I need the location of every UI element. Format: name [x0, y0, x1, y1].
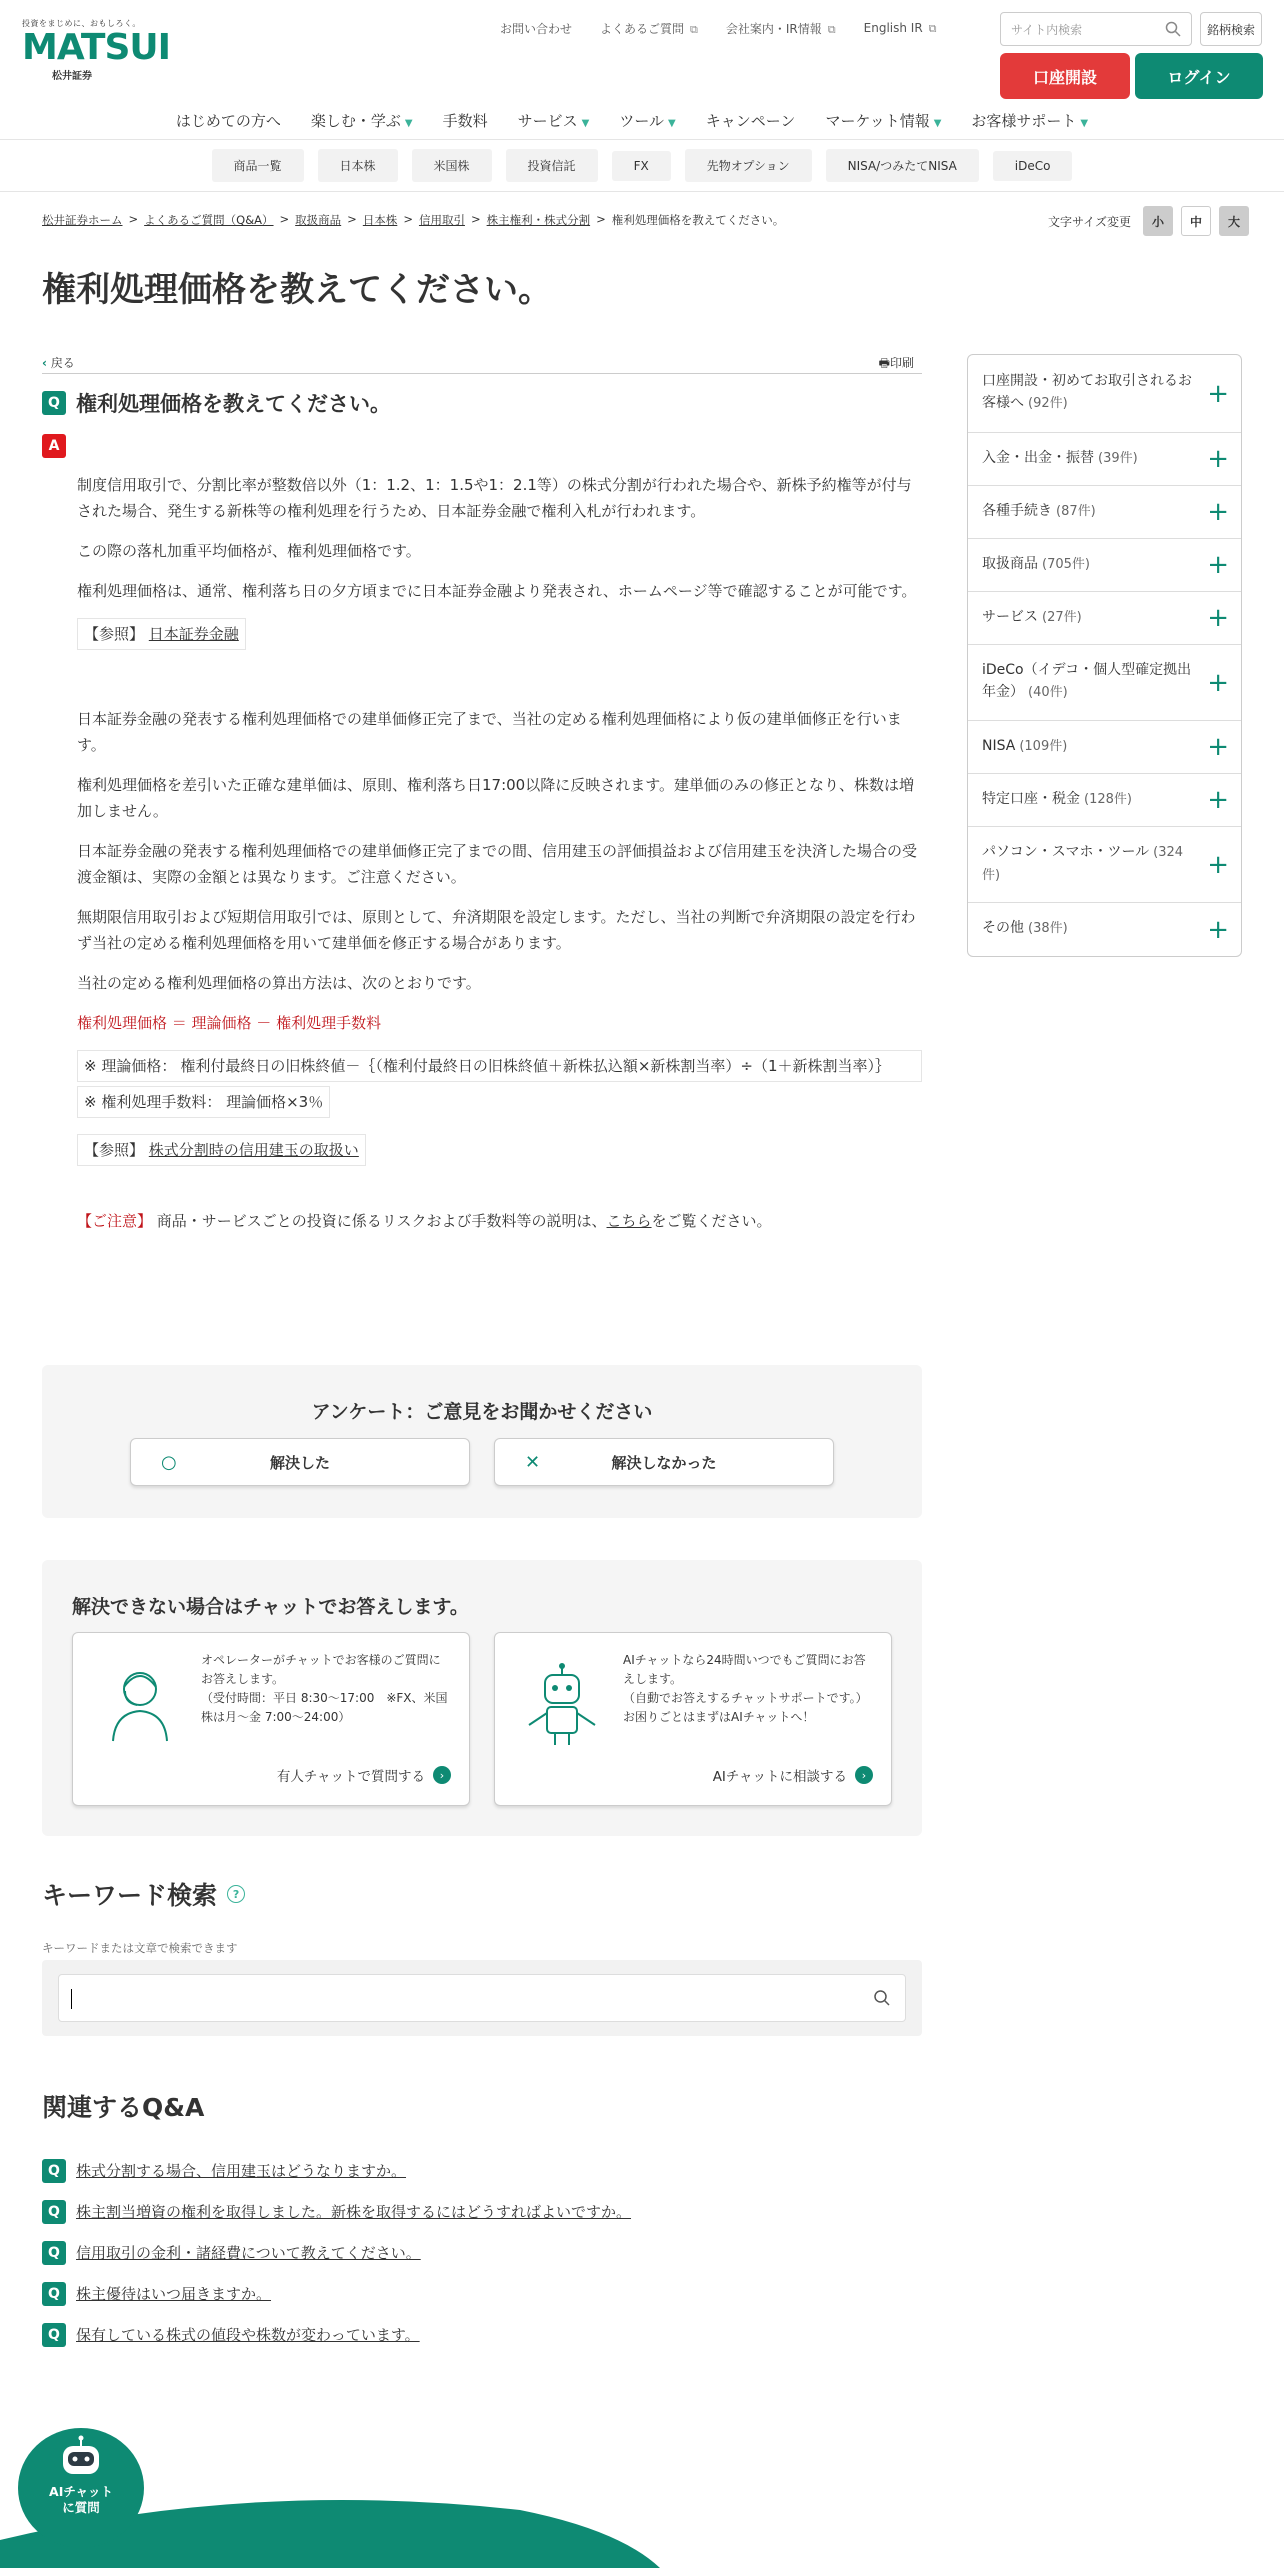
print-label: 印刷 [889, 356, 914, 370]
stock-search-button[interactable]: 銘柄検索 [1200, 12, 1262, 46]
chat-title: 解決できない場合はチャットでお答えします。 [72, 1596, 469, 1618]
related-qa-link[interactable]: 信用取引の金利・諸経費について教えてください。 [76, 2244, 421, 2262]
gnav-services[interactable] [518, 110, 590, 131]
sidebar-item-label: 各種手続き [982, 502, 1052, 519]
gnav-label: 手数料 [442, 111, 488, 130]
plus-icon[interactable]: + [1207, 914, 1229, 945]
plus-icon[interactable]: + [1207, 732, 1229, 762]
qa-article [42, 350, 922, 1234]
reference-link-split[interactable]: 株式分割時の信用建玉の取扱い [148, 1141, 359, 1159]
note-label: ※ 理論価格： [84, 1057, 177, 1075]
survey-solved-label: 解決した [269, 1453, 330, 1472]
gnav-market[interactable] [825, 110, 941, 131]
utility-contact[interactable]: お問い合わせ [500, 21, 573, 36]
open-account-button[interactable]: 口座開設 [1000, 53, 1130, 99]
keyword-search-heading [42, 1876, 245, 1912]
article-toolbar [42, 350, 922, 374]
chevron-left-icon: ‹ [42, 356, 47, 370]
question-badge: Q [42, 2323, 66, 2347]
ai-bubble-label [18, 2484, 144, 2516]
utility-nav [500, 14, 937, 42]
plus-icon[interactable]: + [1207, 849, 1229, 880]
global-nav [0, 104, 1284, 136]
spacer [77, 664, 922, 706]
breadcrumb-separator: > [347, 212, 357, 226]
keyword-search-input[interactable] [58, 1974, 906, 2022]
utility-company-ir[interactable]: 会社案内・IR情報 ⧉ [726, 20, 836, 37]
ai-chat-desc: AIチャットなら24時間いつでもご質問にお答えします。 [623, 1653, 866, 1686]
question-badge: Q [42, 2282, 66, 2306]
answer-paragraph: 制度信用取引で、分割比率が整数倍以外（1：1.2、1：1.5や1：2.1等）の株式分割が行われた場合や、新株予約権等が付与された場合、発生する新株等の権利処理を行うため、日本証券金融で権利入札が行われます。 [77, 476, 912, 520]
ai-chat-note: （自動でお答えするチャットサポートです。） [623, 1691, 868, 1705]
sidebar-item-label: 特定口座・税金 [982, 790, 1080, 807]
reference-box [77, 618, 246, 650]
caret-down-icon: ▼ [404, 117, 413, 129]
reference-prefix: 【参照】 [84, 1141, 145, 1159]
sidebar-item-account-opening[interactable] [968, 355, 1241, 433]
operator-chat-hours: （受付時間：平日 8:30～17:00 ※FX、米国株は月～金 7:00～24:00） [201, 1691, 448, 1724]
gnav-label: ツール [619, 111, 665, 130]
arrow-right-icon: › [855, 1766, 873, 1784]
sidebar-item-count: (38件) [1028, 921, 1068, 936]
sidebar-item-count: (92件) [1028, 396, 1068, 411]
sidebar-item-label: サービス [982, 608, 1038, 625]
survey-panel [42, 1365, 922, 1518]
print-icon: 🖶 [878, 356, 890, 370]
gnav-tools[interactable] [619, 110, 675, 131]
sidebar-item-count: (87件) [1056, 503, 1096, 519]
logo-sub: 松井証券 [52, 71, 92, 82]
arrow-right-icon: › [433, 1766, 451, 1784]
caution-text: をご覧ください。 [651, 1212, 772, 1230]
product-subnav [0, 140, 1284, 192]
related-qa-link[interactable]: 株主割当増資の権利を取得しました。新株を取得するにはどうすればよいですか。 [76, 2203, 632, 2221]
answer-paragraph: 日本証券金融の発表する権利処理価格での建単価修正完了までの間、信用建玉の評価損益および信用建玉を決済した場合の受渡金額は、実際の金額とは異なります。ご注意ください。 [77, 842, 918, 886]
sidebar-item-tools[interactable] [968, 827, 1241, 903]
question-badge: Q [42, 2241, 66, 2265]
utility-faq[interactable]: よくあるご質問 ⧉ [600, 20, 698, 37]
sidebar-item-label: その他 [982, 920, 1024, 936]
plus-icon[interactable]: + [1207, 667, 1229, 698]
caret-down-icon: ▼ [668, 117, 676, 129]
question-heading [42, 388, 922, 418]
logo-brand: MATSUI [22, 27, 171, 68]
gnav-support[interactable] [971, 110, 1088, 131]
caution-note [77, 1208, 922, 1234]
ai-chat-text [623, 1651, 873, 1727]
chat-panel [42, 1560, 922, 1836]
sidebar-item-tax[interactable] [968, 774, 1241, 827]
sidebar-item-label: 入金・出金・振替 [982, 449, 1094, 466]
sidebar-item-services[interactable] [968, 592, 1241, 645]
ai-chat-prompt: お困りごとはまずはAIチャットへ！ [623, 1710, 815, 1724]
breadcrumb-separator: > [470, 212, 481, 226]
answer-paragraph: 日本証券金融の発表する権利処理価格での建単価修正完了まで、当社の定める権利処理価格により仮の建単価修正を行います。 [77, 710, 902, 754]
plus-icon[interactable]: + [1207, 497, 1229, 527]
reference-prefix: 【参照】 [84, 625, 145, 643]
subnav-funds[interactable]: 投資信託 [506, 149, 598, 182]
ai-chat-card[interactable] [494, 1632, 892, 1806]
subnav-us-stocks[interactable]: 米国株 [412, 149, 492, 182]
breadcrumb-separator: > [279, 212, 290, 226]
related-qa-link[interactable]: 株主優待はいつ届きますか。 [76, 2285, 272, 2303]
sidebar-item-label: 口座開設・初めてお取引されるお客様へ [982, 373, 1192, 411]
caret-down-icon: ▼ [933, 117, 942, 129]
sidebar-item-ideco[interactable] [968, 645, 1241, 721]
related-qa-link[interactable]: 保有している株式の値段や株数が変わっています。 [76, 2326, 420, 2344]
site-search-placeholder: サイト内検索 [1011, 22, 1083, 37]
keyword-search-box [42, 1960, 922, 2036]
related-qa-item[interactable] [42, 2232, 631, 2273]
sidebar-item-other[interactable] [968, 903, 1241, 956]
sidebar-item-label: iDeCo（イデコ・個人型確定拠出年金） [982, 662, 1192, 700]
answer-paragraph: 無期限信用取引および短期信用取引では、原則として、弁済期限を設定します。ただし、当社の判断で弁済期限の設定を行わず当社の定める権利処理価格を用いて建単価を修正する場合があります。 [77, 908, 916, 952]
gnav-label: 楽しむ・学ぶ [310, 111, 401, 130]
subnav-products[interactable]: 商品一覧 [212, 149, 304, 182]
caution-text: 商品・サービスごとの投資に係るリスクおよび手数料等の説明は、 [156, 1212, 607, 1230]
robot-icon [56, 2434, 106, 2484]
sidebar-item-count: (27件) [1042, 609, 1082, 625]
answer-paragraph: この際の落札加重平均価格が、権利処理価格です。 [77, 542, 421, 560]
gnav-label: マーケット情報 [825, 111, 930, 130]
sidebar-item-count: (109件) [1019, 738, 1068, 754]
caution-link[interactable]: こちら [606, 1212, 652, 1230]
ai-bubble-line: に質問 [62, 2500, 100, 2515]
plus-icon[interactable]: + [1207, 378, 1229, 409]
operator-icon [95, 1661, 185, 1751]
breadcrumb-item[interactable]: よくあるご質問（Q&A） [144, 213, 274, 227]
related-qa-item[interactable] [42, 2150, 631, 2191]
operator-chat-card[interactable] [72, 1632, 470, 1806]
font-size-label: 文字サイズ変更 [1048, 214, 1132, 229]
login-button[interactable]: ログイン [1135, 53, 1263, 99]
sidebar-item-label: パソコン・スマホ・ツール [982, 843, 1150, 860]
subnav-futures-options[interactable]: 先物オプション [685, 149, 812, 182]
gnav-beginners[interactable] [176, 110, 281, 131]
footer-wave [0, 2480, 1284, 2568]
gnav-label: キャンペーン [705, 111, 796, 130]
spacer [77, 1118, 922, 1134]
operator-chat-link[interactable] [277, 1765, 451, 1785]
help-icon[interactable]: ? [227, 1885, 245, 1903]
site-header [0, 0, 1284, 140]
font-size-medium[interactable]: 中 [1181, 206, 1211, 236]
breadcrumb-separator: > [403, 212, 413, 226]
sidebar-item-count: (324件) [982, 844, 1184, 883]
sidebar-item-count: (705件) [1042, 556, 1090, 572]
survey-solved-button[interactable] [130, 1438, 470, 1486]
survey-unsolved-button[interactable] [494, 1438, 834, 1486]
survey-title: アンケート：ご意見をお聞かせください [311, 1401, 653, 1423]
breadcrumb-separator: > [596, 212, 606, 226]
formula: 権利処理価格 ＝ 理論価格 － 権利処理手数料 [77, 1014, 382, 1032]
related-qa-list [42, 2150, 631, 2355]
logo-tagline: 投資をまじめに、おもしろく。 [22, 19, 141, 28]
question-badge: Q [42, 2200, 66, 2224]
search-icon[interactable] [1165, 21, 1181, 37]
reference-link-jsf[interactable]: 日本証券金融 [148, 625, 239, 643]
answer-paragraph: 権利処理価格を差引いた正確な建単価は、原則、権利落ち日17:00以降に反映されます。建単価のみの修正となり、株数は増加しません。 [77, 776, 915, 820]
gnav-campaign[interactable] [706, 110, 796, 131]
plus-icon[interactable]: + [1207, 550, 1229, 580]
circle-icon: ○ [161, 1452, 177, 1473]
matsui-logo[interactable] [22, 18, 171, 82]
sidebar-item-count: (39件) [1098, 450, 1138, 466]
gnav-label: お客様サポート [971, 111, 1077, 130]
answer-paragraph: 当社の定める権利処理価格の算出方法は、次のとおりです。 [77, 974, 481, 992]
breadcrumb-item[interactable]: 日本株 [362, 213, 398, 227]
subnav-nisa[interactable]: NISA/つみたてNISA [826, 149, 979, 182]
reference-box [77, 1134, 366, 1166]
operator-chat-cta-label: 有人チャットで質問する [276, 1769, 425, 1785]
sidebar-item-label: NISA [982, 737, 1016, 754]
breadcrumb-current: 権利処理価格を教えてください。 [611, 213, 785, 227]
sidebar-item-products[interactable] [968, 539, 1241, 592]
back-link[interactable] [42, 354, 75, 371]
survey-unsolved-label: 解決しなかった [611, 1453, 717, 1472]
keyword-search-title: キーワード検索 [42, 1881, 218, 1910]
sidebar-item-count: (128件) [1084, 791, 1132, 807]
subnav-ideco[interactable]: iDeCo [993, 151, 1073, 181]
ai-chat-floating-button[interactable] [18, 2428, 144, 2548]
robot-icon [517, 1661, 607, 1751]
breadcrumb-separator: > [128, 212, 139, 226]
page-title: 権利処理価格を教えてください。 [42, 270, 552, 310]
note-text: 権利付最終日の旧株終値－｛（権利付最終日の旧株終値＋新株払込額×新株割当率）÷（1＋新株割当率）｝ [180, 1057, 891, 1075]
caution-label: 【ご注意】 [77, 1212, 153, 1230]
font-size-small[interactable]: 小 [1143, 206, 1173, 236]
subnav-fx[interactable]: FX [612, 151, 671, 181]
utility-english-ir[interactable]: English IR ⧉ [864, 21, 937, 36]
survey-options [42, 1438, 922, 1486]
answer-paragraph: 権利処理価格は、通常、権利落ち日の夕方頃までに日本証券金融より発表され、ホームページ等で確認することが可能です。 [77, 582, 917, 600]
plus-icon[interactable]: + [1207, 603, 1229, 633]
question-badge: Q [42, 391, 66, 415]
sidebar-item-count: (40件) [1028, 685, 1068, 700]
caret-down-icon: ▼ [581, 117, 590, 129]
subnav-japan-stocks[interactable]: 日本株 [318, 149, 398, 182]
back-label: 戻る [50, 356, 75, 370]
answer-body [77, 472, 922, 1234]
font-size-large[interactable]: 大 [1219, 206, 1249, 236]
note-theoretical-price [77, 1050, 922, 1082]
search-icon[interactable] [873, 1989, 891, 2007]
operator-chat-text [201, 1651, 451, 1727]
category-sidebar [967, 354, 1242, 957]
keyword-search-hint: キーワードまたは文章で検索できます [42, 1941, 238, 1955]
note-fee: ※ 権利処理手数料： 理論価格×3％ [77, 1086, 330, 1118]
related-qa-title: 関連するQ&A [42, 2093, 205, 2122]
gnav-label: はじめての方へ [175, 111, 281, 130]
ai-chat-cta-label: AIチャットに相談する [712, 1769, 847, 1785]
related-qa-item[interactable] [42, 2273, 631, 2314]
breadcrumb-item[interactable]: 株主権利・株式分割 [486, 213, 591, 227]
related-qa-item[interactable] [42, 2314, 631, 2355]
sidebar-item-nisa[interactable] [968, 721, 1241, 774]
related-qa-link[interactable]: 株式分割する場合、信用建玉はどうなりますか。 [76, 2162, 407, 2180]
breadcrumb-item[interactable]: 信用取引 [418, 213, 465, 227]
cross-icon: ✕ [525, 1452, 541, 1473]
plus-icon[interactable]: + [1207, 444, 1229, 474]
sidebar-item-deposit[interactable] [968, 433, 1241, 486]
breadcrumb-item[interactable]: 松井証券ホーム [42, 213, 123, 227]
question-text: 権利処理価格を教えてください。 [76, 392, 391, 416]
related-qa-item[interactable] [42, 2191, 631, 2232]
ai-chat-link[interactable] [713, 1765, 873, 1785]
site-search-input[interactable] [1000, 12, 1192, 46]
plus-icon[interactable]: + [1207, 785, 1229, 815]
breadcrumb-item[interactable]: 取扱商品 [295, 213, 342, 227]
sidebar-item-procedures[interactable] [968, 486, 1241, 539]
answer-badge-row [42, 434, 922, 458]
font-size-switcher [1048, 206, 1249, 236]
question-badge: Q [42, 2159, 66, 2183]
gnav-learn[interactable] [311, 110, 413, 131]
ai-bubble-line: AIチャット [49, 2484, 113, 2499]
sidebar-item-label: 取扱商品 [982, 555, 1038, 572]
caret-down-icon: ▼ [1080, 117, 1089, 129]
print-button[interactable] [879, 354, 914, 375]
breadcrumb [42, 212, 784, 228]
gnav-label: サービス [517, 111, 578, 130]
answer-badge: A [42, 434, 66, 458]
gnav-fees[interactable] [443, 110, 488, 131]
operator-chat-desc: オペレーターがチャットでお客様のご質問にお答えします。 [201, 1653, 441, 1686]
text-cursor [71, 1989, 72, 2009]
